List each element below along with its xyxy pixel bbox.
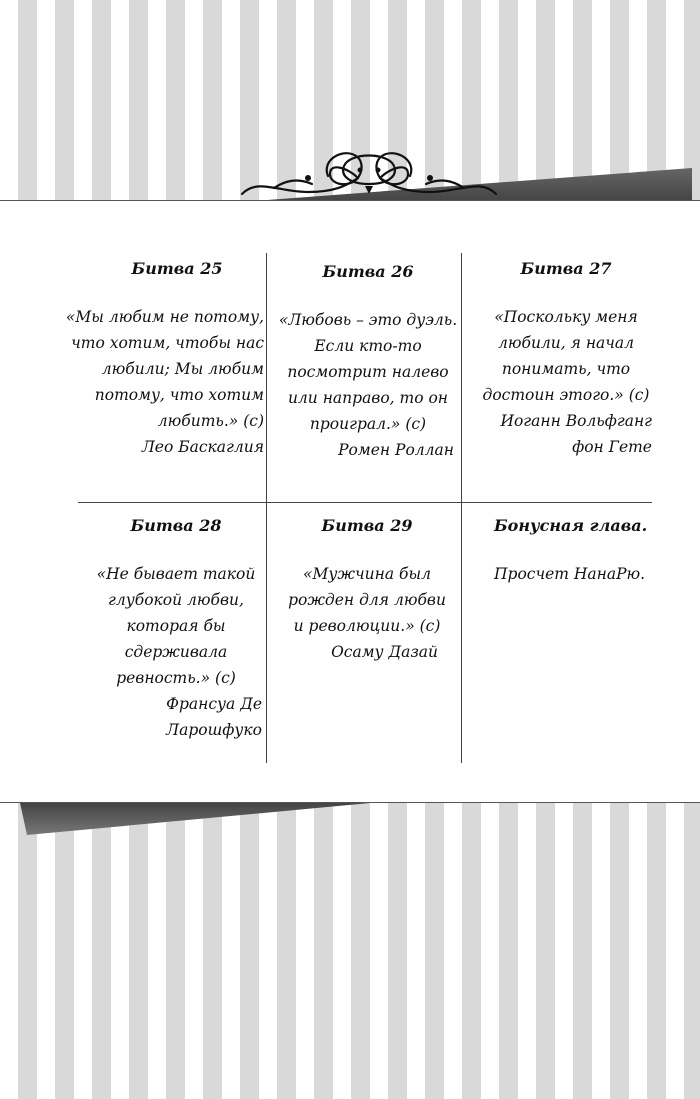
chapter-quote: «Мужчина был рожден для любви и революции.» (с) [288, 565, 446, 635]
chapter-title: Битва 28 [130, 516, 222, 535]
bottom-striped-band [0, 803, 700, 1099]
chapter-cell-28 [90, 513, 262, 743]
chapter-quote: «Мы любим не потому, что хотим, чтобы нас любили; Мы любим потому, что хотим любить.» (с) [65, 308, 264, 430]
quote-author: Иоганн Вольфганг фон Гете [500, 412, 652, 456]
quote-author: Осаму Дазай [331, 643, 438, 661]
chapter-cell-29 [282, 513, 452, 665]
chapter-quote: «Поскольку меня любили, я начал понимать, что достоин этого.» (с) [482, 308, 650, 404]
chapter-title: Битва 27 [520, 259, 612, 278]
chapter-title: Битва 29 [321, 516, 413, 535]
chapter-description: Просчет НанаРю. [494, 565, 646, 583]
chapter-cell-26 [278, 259, 458, 463]
chapter-title: Бонусная глава. [494, 516, 648, 535]
chapter-title: Битва 26 [322, 262, 414, 281]
quote-author: Лео Баскаглия [141, 438, 264, 456]
chapter-quote: «Не бывает такой глубокой любви, которая бы сдерживала ревность.» (с) [96, 565, 256, 687]
contents-panel [0, 200, 700, 803]
bonus-chapter-cell [494, 513, 664, 587]
chapter-cell-27 [476, 256, 656, 460]
chapter-cell-25 [60, 256, 264, 460]
divider-vertical-right [461, 253, 462, 763]
quote-author: Ромен Роллан [338, 441, 454, 459]
divider-horizontal [78, 502, 652, 503]
flourish-ornament [238, 148, 500, 200]
chapter-quote: «Любовь – это дуэль. Если кто-то посмотрит налево или направо, то он проиграл.» (с) [278, 311, 458, 433]
divider-vertical-left [266, 253, 267, 763]
quote-author: Франсуа Де Ларошфуко [166, 695, 262, 739]
chapter-title: Битва 25 [131, 259, 223, 278]
